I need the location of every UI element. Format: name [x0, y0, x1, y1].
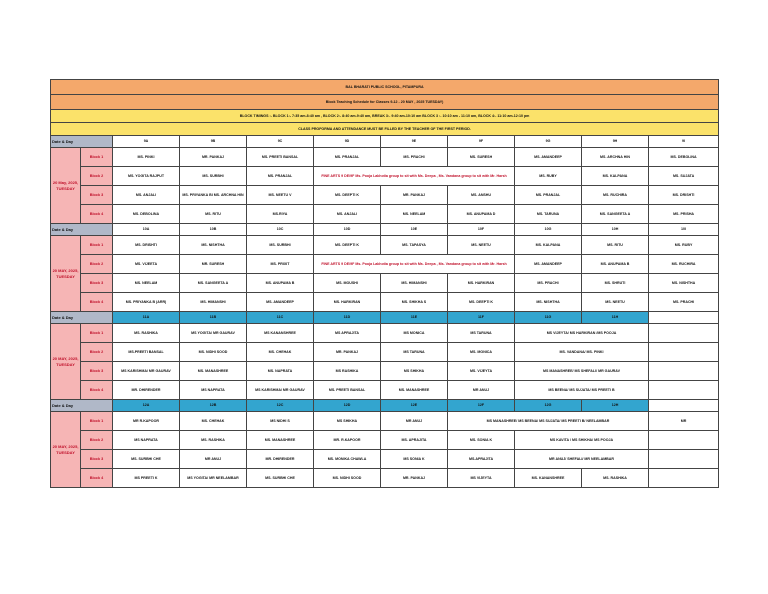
teacher-cell: MS.RIYA	[247, 205, 314, 224]
section-date: 20 MAY, 2025, TUESDAY	[51, 236, 81, 312]
block-label: Block 3	[81, 274, 113, 293]
block-label: Block 3	[81, 186, 113, 205]
teacher-cell: MS. PREETI BANSAL	[247, 148, 314, 167]
teacher-cell: MR. R.KAPOOR	[314, 431, 381, 450]
empty-cell	[649, 431, 719, 450]
teacher-cell: MS VIJEYTA	[448, 469, 515, 488]
teacher-cell: MS. NISHTHA	[180, 236, 247, 255]
teacher-cell: MS YOGITA/ MR GAURAV	[180, 324, 247, 343]
teacher-cell: MS. PRIYANKA BI MS. ARCHNA HIN	[180, 186, 247, 205]
block-label: Block 2	[81, 343, 113, 362]
teacher-cell: MS. PRACHI	[649, 293, 719, 312]
class-header: 9E	[381, 136, 448, 148]
teacher-cell: MS. ANUPAMA B	[247, 274, 314, 293]
teacher-cell: MS. DRISHTI	[649, 186, 719, 205]
class-header: 10B	[180, 224, 247, 236]
teacher-cell: MS. NEELAM	[113, 274, 180, 293]
teacher-cell: MS. DEEPTI K	[314, 236, 381, 255]
teacher-cell: MS. RUCHIRA	[649, 255, 719, 274]
class-header: 12F	[448, 400, 515, 412]
teacher-cell: MS. MANASHREE	[180, 362, 247, 381]
teacher-cell: MS NIDHI S	[247, 412, 314, 431]
teacher-cell: MR ANUJ/ SHEFALI/ MR NEELAMBAR	[515, 450, 649, 469]
teacher-cell: MR. PANKAJ	[381, 186, 448, 205]
class-header: 10D	[314, 224, 381, 236]
teacher-cell: MS KANANSHREE	[247, 324, 314, 343]
teacher-cell: MS. PINKI	[113, 148, 180, 167]
empty-cell	[649, 343, 719, 362]
class-header: 11D	[314, 312, 381, 324]
teacher-cell: MS. RASHIKA	[113, 324, 180, 343]
teacher-cell: MS. SANGEETA A	[180, 274, 247, 293]
teacher-cell: MS. VIJEYTA	[448, 362, 515, 381]
teacher-cell: MS. APRAJITA	[381, 431, 448, 450]
teacher-cell: MS. AMANDEEP	[515, 255, 582, 274]
teacher-cell: MS. DEBOLINA	[649, 148, 719, 167]
class-header: 11F	[448, 312, 515, 324]
class-header: 9B	[180, 136, 247, 148]
class-header: 10F	[448, 224, 515, 236]
teacher-cell: MS. VIJEETA	[113, 255, 180, 274]
teacher-cell: MS. RUBY	[649, 236, 719, 255]
block-label: Block 4	[81, 293, 113, 312]
section-class-11	[51, 312, 719, 400]
class-header: 10H	[582, 224, 649, 236]
empty-cell	[649, 381, 719, 400]
block-label: Block 4	[81, 469, 113, 488]
teacher-cell: MS. HIMANSHI	[381, 274, 448, 293]
teacher-cell: MS. PRISHA	[649, 205, 719, 224]
class-header: 9I	[649, 136, 719, 148]
teacher-cell: MS. VANDANA/ MS. PINKI	[515, 343, 649, 362]
block-timings: BLOCK TIMINGS :- BLOCK 1:- 7:35 am-8:40 am , BLOCK 2:- 8:40 am-9:40 am, BREAK 3:- 9:40 am-10:10 am BLOCK 3 :- 10:10 am - 11:10 am, BLOCK 4:- 11:10 am-12:10 pm	[51, 110, 719, 123]
class-header: 12A	[113, 400, 180, 412]
teacher-cell: MS. TARUNA	[515, 205, 582, 224]
teacher-cell: MR. PANKAJ	[180, 148, 247, 167]
teacher-cell: MS. DRISHTI	[113, 236, 180, 255]
fine-arts-note: FINE ARTS 9 DE/9F Ms. Pooja Lakhotia group to sit with Ms. Deepa , Ms. Vandana group to sit with Mr. Harsh	[314, 255, 515, 274]
class-header: 11E	[381, 312, 448, 324]
teacher-cell: MS. SONIA K	[448, 431, 515, 450]
teacher-cell: MR R.KAPOOR	[113, 412, 180, 431]
teacher-cell: MS PREETI K	[113, 469, 180, 488]
teacher-cell: MS. ANJALI	[113, 186, 180, 205]
teacher-cell: MS. CHEHAK	[247, 343, 314, 362]
teacher-cell: MS. RITU	[180, 205, 247, 224]
block-label: Block 2	[81, 431, 113, 450]
class-header: 12E	[381, 400, 448, 412]
teacher-cell: MS. RASHIKA	[582, 469, 649, 488]
teacher-cell: MS. MOUSHI	[314, 274, 381, 293]
teacher-cell: MS. RUBY	[515, 167, 582, 186]
date-day-label: Date & Day	[51, 400, 113, 412]
class-header: 12D	[314, 400, 381, 412]
block-label: Block 3	[81, 450, 113, 469]
section-date: 20 May, 2025, TUESDAY	[51, 148, 81, 224]
teacher-cell: MS. PRANJAL	[247, 167, 314, 186]
class-header: 10E	[381, 224, 448, 236]
class-header: 9C	[247, 136, 314, 148]
teacher-cell: MS. SURBHI	[180, 167, 247, 186]
teacher-cell: MS. NIDHI SOOD	[314, 469, 381, 488]
teacher-cell: MS. SANGEETA A	[582, 205, 649, 224]
teacher-cell: MR	[649, 412, 719, 431]
section-class-10	[51, 224, 719, 312]
teacher-cell: MS. ARCHNA HIN	[582, 148, 649, 167]
teacher-cell: MS. DEBOLINA	[113, 205, 180, 224]
teacher-cell: MS. SHRUTI	[582, 274, 649, 293]
section-date: 20 MAY, 2025, TUESDAY	[51, 324, 81, 400]
teacher-cell: MR. SURESH	[180, 255, 247, 274]
teacher-cell: MS. AMANDEEP	[515, 148, 582, 167]
teacher-cell: MS. NAPRATA	[247, 362, 314, 381]
teacher-cell: MS. HARKIRAN	[448, 274, 515, 293]
teacher-cell: MS VIJEYTA/ MS HARKIRAN /MS POOJA	[515, 324, 649, 343]
teacher-cell: MS TARUNA	[381, 343, 448, 362]
class-header: 11B	[180, 312, 247, 324]
class-header: 12B	[180, 400, 247, 412]
teacher-cell: MS. DEEPTI K	[448, 293, 515, 312]
class-header: 11A	[113, 312, 180, 324]
teacher-cell: MS KAVITA / MS SHIKHA/ MS POOJA	[515, 431, 649, 450]
block-label: Block 2	[81, 167, 113, 186]
block-label: Block 1	[81, 148, 113, 167]
teacher-cell: MS NAPRATA	[113, 431, 180, 450]
teacher-cell: MS NAPRATA	[180, 381, 247, 400]
class-header: 9H	[582, 136, 649, 148]
teacher-cell: MS. ANJALI	[314, 205, 381, 224]
class-header: 10C	[247, 224, 314, 236]
teacher-cell: MS. SURESH	[448, 148, 515, 167]
teacher-cell: MS. YOGITA RAJPUT	[113, 167, 180, 186]
teacher-cell: MS. NEETU	[582, 293, 649, 312]
teacher-cell: MS. PRACHI	[381, 148, 448, 167]
teacher-cell: MS. HIMANSHI	[180, 293, 247, 312]
teacher-cell: MS SHIKHA	[314, 412, 381, 431]
teacher-cell: MS MANASHREE/ MS BEENA/ MS SUJATA/ MS PREETI B/ NEELAMBAR	[448, 412, 649, 431]
teacher-cell: MS SHIKHA	[381, 362, 448, 381]
class-header	[649, 312, 719, 324]
teacher-cell: MS KARISHMA/ MR GAURAV	[113, 362, 180, 381]
teacher-cell: MS. NEETU	[448, 236, 515, 255]
teacher-cell: MS. SURBHI	[247, 236, 314, 255]
teacher-cell: MS YOGITA/ MR NEELAMBAR	[180, 469, 247, 488]
block-label: Block 4	[81, 205, 113, 224]
empty-cell	[649, 450, 719, 469]
schedule-table	[50, 79, 719, 488]
teacher-cell: MS. PREETI BANSAL	[314, 381, 381, 400]
teacher-cell: MS. SUJATA	[649, 167, 719, 186]
teacher-cell: MS. PRIXIT	[247, 255, 314, 274]
section-date: 20 MAY, 2025, TUESDAY	[51, 412, 81, 488]
teacher-cell: MS. NISHTHA	[649, 274, 719, 293]
empty-cell	[649, 362, 719, 381]
empty-cell	[649, 324, 719, 343]
class-header: 12C	[247, 400, 314, 412]
teacher-cell: MS. CHEHAK	[180, 412, 247, 431]
section-class-9	[51, 136, 719, 224]
teacher-cell: MS APRAJITA	[314, 324, 381, 343]
block-label: Block 2	[81, 255, 113, 274]
teacher-cell: MS. SHIKHA S	[381, 293, 448, 312]
block-label: Block 4	[81, 381, 113, 400]
teacher-cell: MS SONIA K	[381, 450, 448, 469]
teacher-cell: MS. NISHTHA	[515, 293, 582, 312]
block-label: Block 1	[81, 412, 113, 431]
teacher-cell: MS. DEEPTI K	[314, 186, 381, 205]
teacher-cell: MR ANUJ	[381, 412, 448, 431]
section-class-12	[51, 400, 719, 488]
teacher-cell: MR ANUJ	[180, 450, 247, 469]
teacher-cell: MS. TAPASYA	[381, 236, 448, 255]
teacher-cell: MS. KALPANA	[582, 167, 649, 186]
teacher-cell: MS. KALPANA	[515, 236, 582, 255]
date-day-label: Date & Day	[51, 224, 113, 236]
teacher-cell: MS. NIDHI SOOD	[180, 343, 247, 362]
teacher-cell: MS. MANASHREE	[381, 381, 448, 400]
teacher-cell: MS. PRANJAL	[314, 148, 381, 167]
class-header: 9A	[113, 136, 180, 148]
teacher-cell: MS. ANSHU	[448, 186, 515, 205]
block-label: Block 1	[81, 236, 113, 255]
teacher-cell: MS. RITU	[582, 236, 649, 255]
teacher-cell: MR ANUJ	[448, 381, 515, 400]
teacher-cell: MS. RASHIKA	[180, 431, 247, 450]
block-label: Block 3	[81, 362, 113, 381]
teacher-cell: MS RASHIKA	[314, 362, 381, 381]
class-header: 9F	[448, 136, 515, 148]
teacher-cell: MS. SURBHI CHE	[113, 450, 180, 469]
teacher-cell: MS. NEELAM	[381, 205, 448, 224]
teacher-cell: MS. AMANDEEP	[247, 293, 314, 312]
teacher-cell: MS. ANUPAMA D	[448, 205, 515, 224]
empty-cell	[649, 469, 719, 488]
teacher-cell: MS. PRANJAL	[515, 186, 582, 205]
class-header	[649, 400, 719, 412]
class-header: 11G	[515, 312, 582, 324]
block-label: Block 1	[81, 324, 113, 343]
teacher-cell: MS. PRACHI	[515, 274, 582, 293]
teacher-cell: MR. DHIRENDER	[247, 450, 314, 469]
teacher-cell: MS MANASHREE/ MS SHEFALI/ MR GAURAV	[515, 362, 649, 381]
class-header: 9G	[515, 136, 582, 148]
teacher-cell: MS KARISHMA/ MR GAURAV	[247, 381, 314, 400]
class-header: 9D	[314, 136, 381, 148]
teacher-cell: MS. RUCHIRA	[582, 186, 649, 205]
teacher-cell: MS. SURBHI CHE	[247, 469, 314, 488]
teacher-cell: MS. ANUPAMA B	[582, 255, 649, 274]
school-title: BAL BHARATI PUBLIC SCHOOL, PITAMPURA	[51, 80, 719, 95]
class-header: 12H	[582, 400, 649, 412]
teacher-cell: MS.PREETI BANSAL	[113, 343, 180, 362]
date-day-label: Date & Day	[51, 136, 113, 148]
fine-arts-note: FINE ARTS 9 DE/9F Ms. Pooja Lakhotia group to sit with Ms. Deepa , Ms. Vandana group to sit with Mr. Harsh	[314, 167, 515, 186]
class-header: 12G	[515, 400, 582, 412]
teacher-cell: MS BEENA/ MS SUJATA/ MS PREETI B	[515, 381, 649, 400]
class-header: 11C	[247, 312, 314, 324]
teacher-cell: MS TARUNA	[448, 324, 515, 343]
teacher-cell: MR. PANKAJ	[381, 469, 448, 488]
proforma-note: CLASS PROFORMA AND ATTENDANCE MUST BE FILLED BY THE TEACHER OF THE FIRST PERIOD.	[51, 123, 719, 136]
teacher-cell: MS. KANANSHREE	[515, 469, 582, 488]
schedule-subtitle: Block Teaching Schedule for Classes 9-12 - 20 MAY , 2025 TUESDAY)	[51, 95, 719, 110]
teacher-cell: MS. MONICA	[448, 343, 515, 362]
teacher-cell: MS. NEETU V	[247, 186, 314, 205]
teacher-cell: MS MONICA	[381, 324, 448, 343]
date-day-label: Date & Day	[51, 312, 113, 324]
teacher-cell: MR. PANKAJ	[314, 343, 381, 362]
teacher-cell: MS. MANASHREE	[247, 431, 314, 450]
class-header: 10G	[515, 224, 582, 236]
class-header: 10A	[113, 224, 180, 236]
teacher-cell: MS. MONIKA CHAWLA	[314, 450, 381, 469]
teacher-cell: MR. DHIRENDER	[113, 381, 180, 400]
class-header: 11H	[582, 312, 649, 324]
teacher-cell: MS. HARKIRAN	[314, 293, 381, 312]
teacher-cell: MS.APRAJITA	[448, 450, 515, 469]
teacher-cell: MS. PRIYANKA B (ARR)	[113, 293, 180, 312]
class-header: 10I	[649, 224, 719, 236]
